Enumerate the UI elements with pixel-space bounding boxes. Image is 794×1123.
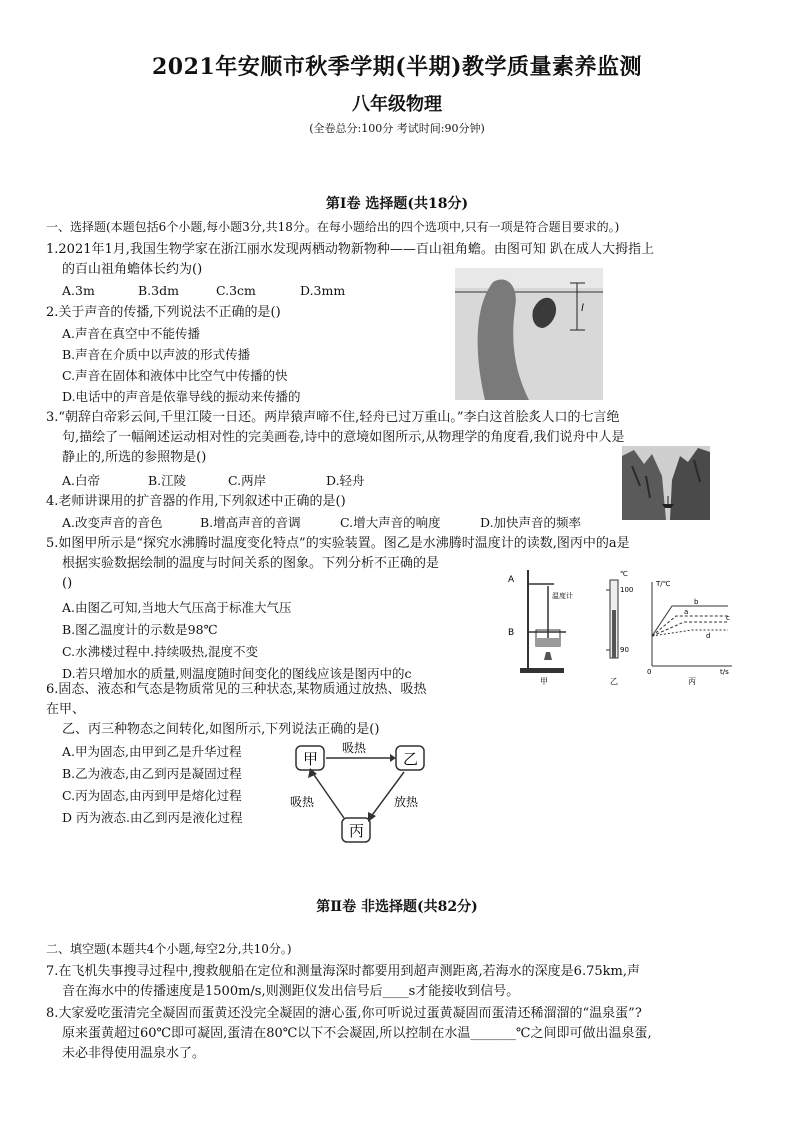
q5-option-b: B.图乙温度计的示数是98℃ xyxy=(62,622,218,637)
q7-stem-line2: 音在海水中的传播速度是1500m/s,则测距仪发出信号后____s才能接收到信号。 xyxy=(62,984,520,999)
svg-text:A: A xyxy=(508,575,515,585)
q6-option-c: C.丙为固态,由丙到甲是熔化过程 xyxy=(62,788,242,803)
q6-stem-line2: 在甲、 xyxy=(46,702,86,717)
curve-c-line xyxy=(652,622,728,636)
arrow-bing-to-jia xyxy=(312,772,344,818)
q1-option-b: B.3dm xyxy=(138,283,179,298)
length-label: l xyxy=(581,303,584,314)
part2-heading: 第Ⅱ卷 非选择题(共82分) xyxy=(316,899,478,915)
svg-text:温度计: 温度计 xyxy=(552,592,573,600)
q6-option-b: B.乙为液态,由乙到丙是凝固过程 xyxy=(62,766,242,781)
svg-text:d: d xyxy=(706,632,711,640)
q5-option-c: C.水沸楼过程中.持续吸热,混度不变 xyxy=(62,644,259,659)
svg-text:丙: 丙 xyxy=(688,677,696,686)
svg-text:乙: 乙 xyxy=(610,677,618,686)
svg-text:b: b xyxy=(694,598,699,606)
state-yi-label: 乙 xyxy=(403,750,419,768)
subject-title: 八年级物理 xyxy=(352,94,442,115)
release-heat-right: 放热 xyxy=(394,795,419,809)
svg-text:0: 0 xyxy=(647,668,652,676)
svg-text:B: B xyxy=(508,628,515,638)
svg-text:甲: 甲 xyxy=(540,677,548,686)
q3-option-c: C.两岸 xyxy=(228,473,267,488)
svg-text:t/s: t/s xyxy=(720,668,729,676)
absorb-heat-left: 吸热 xyxy=(290,795,315,809)
q4-option-c: C.增大声音的响度 xyxy=(340,515,441,530)
frog-thumb-figure xyxy=(455,268,603,400)
q1-stem-line2: 的百山祖角蟾体长约为() xyxy=(62,262,203,277)
q4-option-b: B.增高声音的音调 xyxy=(200,515,301,530)
svg-text:T/℃: T/℃ xyxy=(656,580,671,588)
q4-option-a: A.改变声音的音色 xyxy=(62,515,163,530)
exam-title: 2021年安顺市秋季学期(半期)教学质量素养监测 xyxy=(151,54,643,80)
burner-shape xyxy=(544,652,552,660)
q5-option-a: A.由图乙可知,当地大气压高于标准大气压 xyxy=(62,600,292,615)
q1-option-d: D.3mm xyxy=(300,283,346,298)
q8-stem-line3: 未必非得使用温泉水了。 xyxy=(62,1046,206,1061)
thermometer-yi xyxy=(606,570,633,686)
q3-option-d: D.轻舟 xyxy=(326,473,365,488)
svg-text:c: c xyxy=(726,614,730,622)
q2-option-a: A.声音在真空中不能传播 xyxy=(62,326,201,341)
q3-stem-line3: 静止的,所选的参照物是() xyxy=(62,450,207,465)
q6-stem-line3: 乙、丙三种物态之间转化,如图所示,下列说法正确的是() xyxy=(62,722,380,737)
svg-text:a: a xyxy=(684,608,689,616)
part1-instructions: 一、选择题(本题包括6个小题,每小题3分,共18分。在每小题给出的四个选项中,只有一项是符合题目要求的。) xyxy=(46,220,620,234)
q3-option-a: A.白帝 xyxy=(62,473,101,488)
q2-option-b: B.声音在介质中以声波的形式传播 xyxy=(62,347,251,362)
state-jia-label: 甲 xyxy=(303,750,319,768)
exam-meta: (全卷总分:100分 考试时间:90分钟) xyxy=(309,122,485,135)
q8-stem-line1: 8.大家爱吃蛋清完全凝固而蛋黄还没完全凝固的溏心蛋,你可听说过蛋黄凝固而蛋清还稀溜溜的“温泉蛋”? xyxy=(46,1006,642,1021)
q5-stem-line2: 根据实验数据绘制的温度与时间关系的图象。下列分析不正确的是 xyxy=(62,556,440,571)
q6-stem-line1: 6.固态、液态和气态是物质常见的三种状态,某物质通过放热、吸热 xyxy=(46,682,427,697)
absorb-heat-top: 吸热 xyxy=(342,741,367,755)
q3-option-b: B.江陵 xyxy=(148,473,187,488)
apparatus-jia xyxy=(508,570,573,686)
q5-stem-line1: 5.如图甲所示是“探究水沸腾时温度变化特点”的实验装置。图乙是水沸腾时温度计的读数,图丙中的a是 xyxy=(46,536,630,551)
state-bing-label: 丙 xyxy=(349,822,365,840)
svg-text:90: 90 xyxy=(620,646,629,654)
svg-text:100: 100 xyxy=(620,586,634,594)
q2-option-c: C.声音在固体和液体中比空气中传播的快 xyxy=(62,368,288,383)
q6-option-d: D 丙为液态.由乙到丙是液化过程 xyxy=(62,810,243,825)
q8-stem-line2: 原来蛋黄超过60℃即可凝固,蛋清在80℃以下不会凝固,所以控制在水温_______℃之间即可做出温泉蛋, xyxy=(62,1026,652,1041)
q1-option-c: C.3cm xyxy=(216,283,256,298)
q5-stem-line3: () xyxy=(62,576,73,591)
q3-stem-line2: 句,描绘了一幅阐述运动相对性的完美画卷,诗中的意境如图所示,从物理学的角度看,我们说舟中人是 xyxy=(62,430,625,445)
part1-heading: 第Ⅰ卷 选择题(共18分) xyxy=(325,196,469,212)
q7-stem-line1: 7.在飞机失事搜寻过程中,搜救舰船在定位和测量海深时都要用到超声测距离,若海水的深度是6.75km,声 xyxy=(46,964,640,979)
svg-text:℃: ℃ xyxy=(620,570,628,578)
q1-option-a: A.3m xyxy=(62,283,95,298)
q3-stem-line1: 3.“朝辞白帝彩云间,千里江陵一日还。两岸猿声啼不住,轻舟已过万重山。”李白这首脍炙人口的七言绝 xyxy=(46,410,620,425)
q4-option-d: D.加快声音的频率 xyxy=(480,515,582,530)
q2-option-d: D.电话中的声音是依靠导线的振动来传播的 xyxy=(62,389,301,404)
part2-instructions: 二、填空题(本题共4个小题,每空2分,共10分。) xyxy=(46,942,292,956)
state-transition-diagram xyxy=(288,738,436,846)
boiling-experiment-figure xyxy=(506,560,736,686)
q5-option-d: D.若只增加水的质量,则温度随时间变化的图线应该是图丙中的c xyxy=(62,666,412,681)
q1-stem-line1: 1.2021年1月,我国生物学家在浙江丽水发现两栖动物新物种——百山祖角蟾。由图可知 趴在成人大拇指上 xyxy=(46,242,655,257)
temperature-graph-bing xyxy=(647,580,732,686)
q2-stem: 2.关于声音的传播,下列说法不正确的是() xyxy=(46,305,281,320)
q6-option-a: A.甲为固态,由甲到乙是升华过程 xyxy=(62,744,242,759)
q4-stem: 4.老师讲课用的扩音器的作用,下列叙述中正确的是() xyxy=(46,494,346,509)
